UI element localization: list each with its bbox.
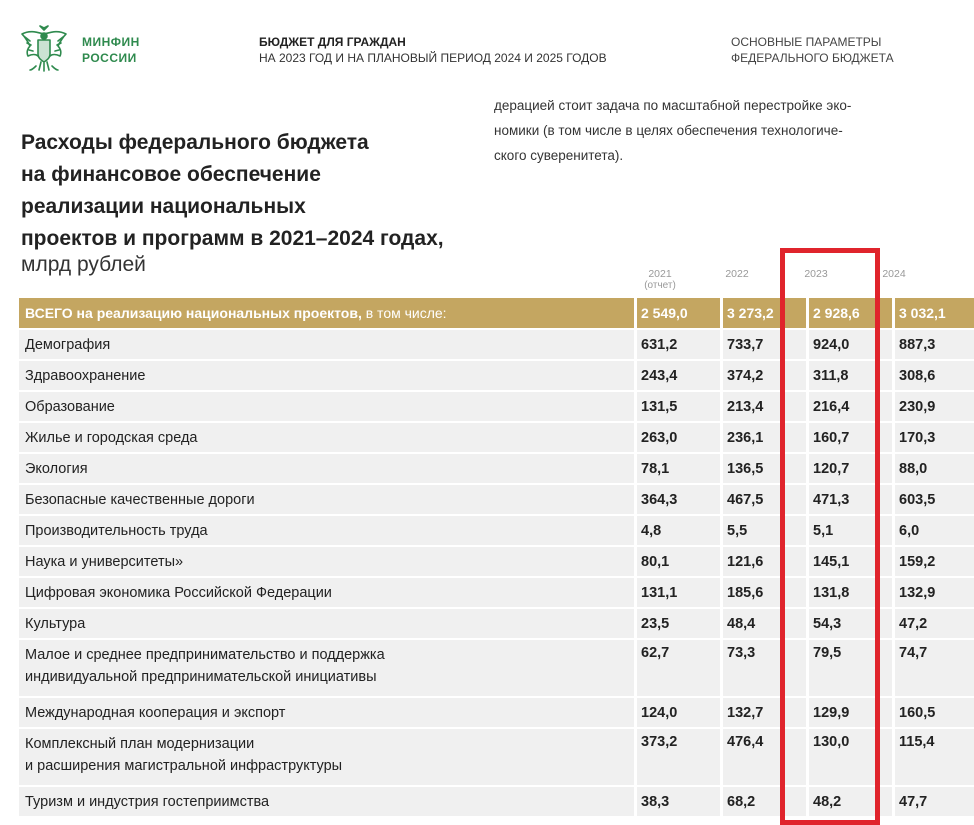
cell-value: 132,7 — [722, 697, 808, 728]
cell-value: 185,6 — [722, 577, 808, 608]
year-header-2024: 2024 — [874, 268, 914, 280]
table-row — [19, 360, 974, 391]
row-label: Малое и среднее предпринимательство и поддержка индивидуальной предпринимательской инициативы — [19, 639, 636, 697]
section-title: ОСНОВНЫЕ ПАРАМЕТРЫ ФЕДЕРАЛЬНОГО БЮДЖЕТА — [731, 34, 894, 66]
table-row — [19, 484, 974, 515]
cell-value: 471,3 — [808, 484, 894, 515]
cell-value: 80,1 — [636, 546, 722, 577]
unit-label: млрд рублей — [21, 253, 146, 277]
table-row — [19, 546, 974, 577]
row-label: Цифровая экономика Российской Федерации — [19, 577, 636, 608]
cell-value: 115,4 — [894, 728, 974, 786]
cell-value: 5,1 — [808, 515, 894, 546]
brand-name: МИНФИН РОССИИ — [82, 34, 140, 66]
row-label: Образование — [19, 391, 636, 422]
cell-value: 733,7 — [722, 329, 808, 360]
cell-value: 6,0 — [894, 515, 974, 546]
cell-value: 236,1 — [722, 422, 808, 453]
year-header-2023: 2023 — [796, 268, 836, 280]
cell-value: 170,3 — [894, 422, 974, 453]
total-row — [19, 298, 974, 329]
cell-value: 132,9 — [894, 577, 974, 608]
row-label: Производительность труда — [19, 515, 636, 546]
cell-value: 74,7 — [894, 639, 974, 697]
cell-value: 131,8 — [808, 577, 894, 608]
table-row — [19, 391, 974, 422]
cell-value: 68,2 — [722, 786, 808, 816]
total-value: 2 928,6 — [808, 298, 894, 329]
cell-value: 47,2 — [894, 608, 974, 639]
cell-value: 62,7 — [636, 639, 722, 697]
cell-value: 78,1 — [636, 453, 722, 484]
cell-value: 129,9 — [808, 697, 894, 728]
cell-value: 120,7 — [808, 453, 894, 484]
cell-value: 5,5 — [722, 515, 808, 546]
table-row — [19, 577, 974, 608]
cell-value: 38,3 — [636, 786, 722, 816]
cell-value: 88,0 — [894, 453, 974, 484]
total-label: ВСЕГО на реализацию национальных проектов, в том числе: — [19, 298, 636, 329]
cell-value: 136,5 — [722, 453, 808, 484]
row-label: Демография — [19, 329, 636, 360]
total-value: 3 273,2 — [722, 298, 808, 329]
cell-value: 124,0 — [636, 697, 722, 728]
cell-value: 48,4 — [722, 608, 808, 639]
table-row — [19, 608, 974, 639]
cell-value: 54,3 — [808, 608, 894, 639]
cell-value: 47,7 — [894, 786, 974, 816]
cell-value: 216,4 — [808, 391, 894, 422]
cell-value: 603,5 — [894, 484, 974, 515]
cell-value: 243,4 — [636, 360, 722, 391]
national-projects-table — [19, 298, 974, 816]
cell-value: 308,6 — [894, 360, 974, 391]
cell-value: 311,8 — [808, 360, 894, 391]
row-label: Жилье и городская среда — [19, 422, 636, 453]
body-text-excerpt: дерацией стоит задача по масштабной перестройке эко- номики (в том числе в целях обеспечения технологиче- ского суверенитета). — [494, 100, 964, 172]
cell-value: 160,5 — [894, 697, 974, 728]
total-value: 2 549,0 — [636, 298, 722, 329]
cell-value: 131,5 — [636, 391, 722, 422]
cell-value: 374,2 — [722, 360, 808, 391]
row-label: Культура — [19, 608, 636, 639]
table-row — [19, 329, 974, 360]
total-value: 3 032,1 — [894, 298, 974, 329]
page-title: Расходы федерального бюджета на финансовое обеспечение реализации национальных проектов и программ в 2021–2024 годах, — [21, 127, 444, 255]
cell-value: 364,3 — [636, 484, 722, 515]
row-label: Экология — [19, 453, 636, 484]
row-label: Безопасные качественные дороги — [19, 484, 636, 515]
table-row — [19, 515, 974, 546]
table-row — [19, 422, 974, 453]
page-header — [0, 0, 974, 100]
year-header-2021: 2021 (отчет) — [640, 268, 680, 292]
row-label: Здравоохранение — [19, 360, 636, 391]
cell-value: 79,5 — [808, 639, 894, 697]
cell-value: 887,3 — [894, 329, 974, 360]
table-row — [19, 697, 974, 728]
table-row — [19, 639, 974, 697]
cell-value: 131,1 — [636, 577, 722, 608]
year-header-2022: 2022 — [717, 268, 757, 280]
row-label: Комплексный план модернизации и расширения магистральной инфраструктуры — [19, 728, 636, 786]
cell-value: 145,1 — [808, 546, 894, 577]
cell-value: 73,3 — [722, 639, 808, 697]
cell-value: 4,8 — [636, 515, 722, 546]
table-row — [19, 728, 974, 786]
cell-value: 263,0 — [636, 422, 722, 453]
row-label: Международная кооперация и экспорт — [19, 697, 636, 728]
table-row — [19, 786, 974, 816]
cell-value: 476,4 — [722, 728, 808, 786]
cell-value: 48,2 — [808, 786, 894, 816]
cell-value: 159,2 — [894, 546, 974, 577]
cell-value: 373,2 — [636, 728, 722, 786]
row-label: Наука и университеты» — [19, 546, 636, 577]
cell-value: 121,6 — [722, 546, 808, 577]
cell-value: 213,4 — [722, 391, 808, 422]
cell-value: 160,7 — [808, 422, 894, 453]
cell-value: 130,0 — [808, 728, 894, 786]
table-row — [19, 453, 974, 484]
cell-value: 230,9 — [894, 391, 974, 422]
cell-value: 467,5 — [722, 484, 808, 515]
coat-of-arms-logo — [18, 22, 70, 74]
row-label: Туризм и индустрия гостеприимства — [19, 786, 636, 816]
cell-value: 924,0 — [808, 329, 894, 360]
cell-value: 23,5 — [636, 608, 722, 639]
document-title: БЮДЖЕТ ДЛЯ ГРАЖДАН НА 2023 ГОД И НА ПЛАНОВЫЙ ПЕРИОД 2024 И 2025 ГОДОВ — [259, 34, 607, 66]
cell-value: 631,2 — [636, 329, 722, 360]
